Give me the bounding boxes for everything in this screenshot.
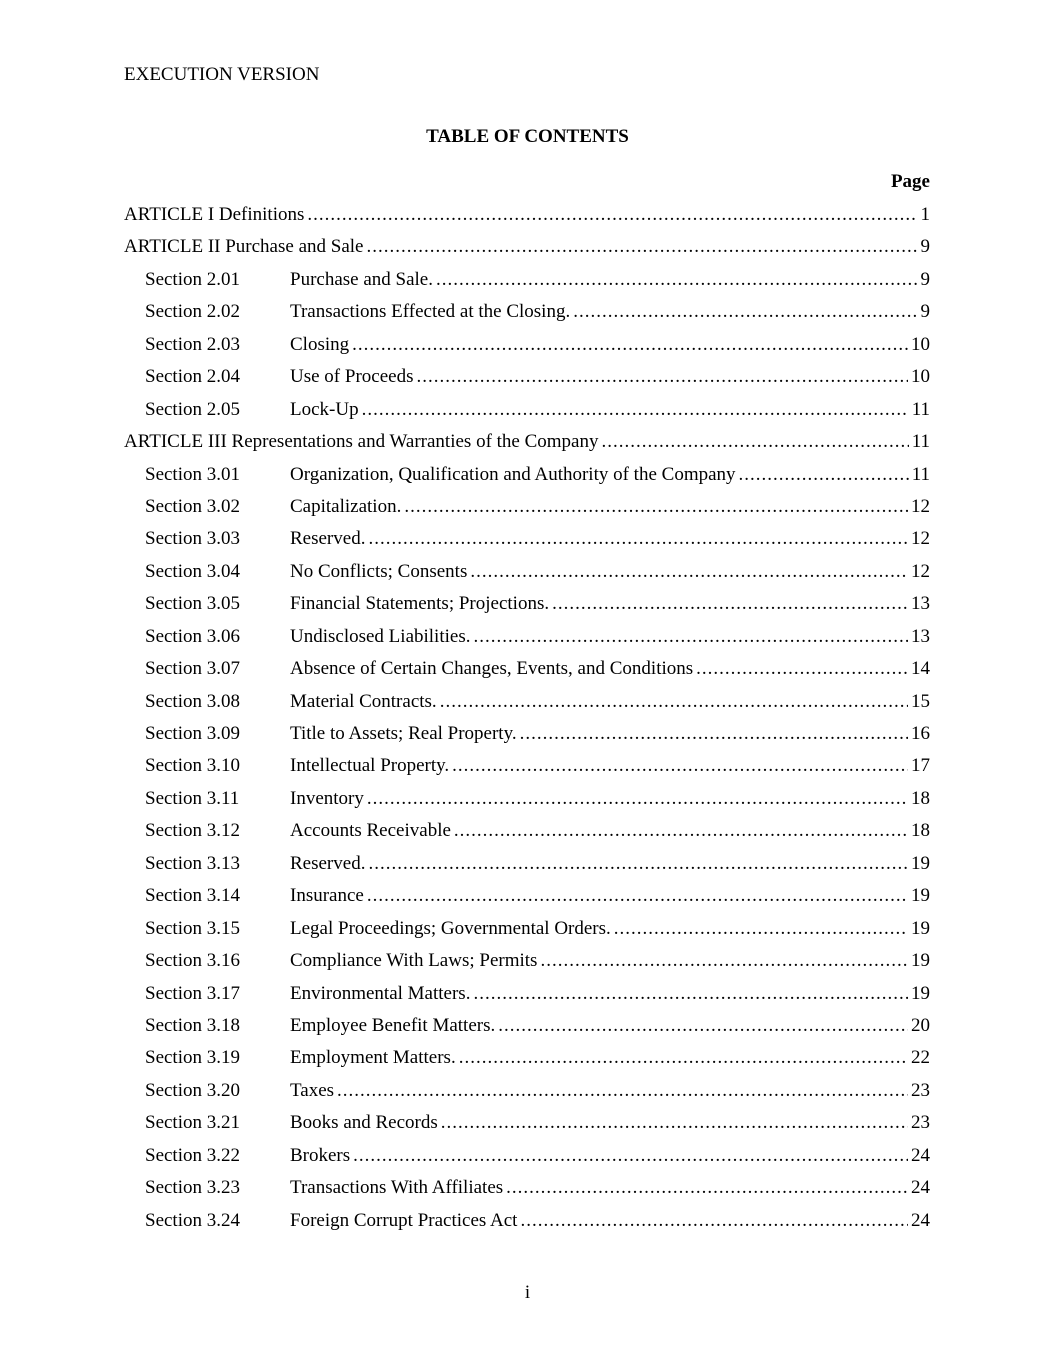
page-column-label: Page [890,171,930,192]
toc-dot-leader [404,493,908,521]
toc-entry-title: Absence of Certain Changes, Events, and Conditions [290,658,694,680]
toc-dot-leader [307,201,917,229]
toc-entry-title: ARTICLE II Purchase and Sale [124,236,364,258]
toc-section-number: Section 3.01 [145,463,240,485]
toc-page-number: 23 [911,1112,930,1134]
toc-page-number: 19 [911,852,930,874]
toc-page-number: 12 [911,495,930,517]
toc-section-number: Section 2.04 [145,366,240,388]
toc-dot-leader [367,785,908,813]
toc-section-number: Section 3.03 [145,528,240,550]
toc-section-entry[interactable] [124,980,930,1012]
toc-entry-title: Undisclosed Liabilities. [290,625,471,647]
toc-page-number: 18 [911,787,930,809]
toc-section-number: Section 3.18 [145,1014,240,1036]
toc-dot-leader [473,980,908,1008]
toc-page-number: 19 [911,950,930,972]
toc-section-entry[interactable] [124,363,930,395]
toc-section-entry[interactable] [124,1207,930,1239]
toc-dot-leader [440,688,908,716]
toc-dot-leader [368,525,908,553]
toc-section-entry[interactable] [124,461,930,493]
toc-dot-leader [452,752,908,780]
toc-section-number: Section 3.23 [145,1177,240,1199]
toc-section-number: Section 2.05 [145,398,240,420]
toc-entry-title: Brokers [290,1144,351,1166]
toc-article-entry[interactable] [124,428,930,460]
toc-section-entry[interactable] [124,720,930,752]
toc-section-entry[interactable] [124,396,930,428]
toc-section-entry[interactable] [124,525,930,557]
toc-dot-leader [498,1012,908,1040]
toc-section-entry[interactable] [124,266,930,298]
toc-section-number: Section 3.09 [145,723,240,744]
toc-section-number: Section 3.10 [145,755,240,777]
toc-section-entry[interactable] [124,331,930,363]
toc-section-number: Section 3.14 [145,885,240,907]
toc-section-number: Section 3.21 [145,1112,240,1134]
toc-page-number: 16 [911,723,930,744]
toc-dot-leader [366,233,917,261]
toc-page-number: 24 [911,1177,930,1199]
toc-entry-title: Accounts Receivable [290,820,451,842]
toc-entry-title: Lock-Up [290,398,359,420]
document-header-label: EXECUTION VERSION [124,64,320,85]
toc-section-number: Section 3.16 [145,950,240,972]
toc-entry-title: Inventory [290,787,364,809]
toc-page-number: 9 [920,268,930,290]
toc-section-number: Section 2.03 [145,333,240,355]
toc-dot-leader [362,396,909,424]
toc-page-number: 9 [920,236,930,258]
toc-entry-title: Use of Proceeds [290,366,414,388]
toc-entry-title: Purchase and Sale. [290,268,433,290]
toc-dot-leader [454,817,908,845]
toc-entry-title: Organization, Qualification and Authority of the Company [290,463,736,485]
toc-dot-leader [459,1044,908,1072]
toc-section-number: Section 3.12 [145,820,240,842]
toc-entry-title: Closing [290,333,350,355]
toc-section-entry[interactable] [124,590,930,622]
toc-section-number: Section 3.05 [145,593,240,615]
toc-section-number: Section 3.13 [145,852,240,874]
toc-section-number: Section 3.20 [145,1079,240,1101]
toc-entry-title: Capitalization. [290,495,402,517]
toc-page-number: 11 [911,431,930,453]
toc-dot-leader [573,298,917,326]
toc-dot-leader [520,1207,908,1235]
toc-entry-title: Insurance [290,885,364,907]
toc-dot-leader [352,331,908,359]
toc-section-number: Section 3.24 [145,1209,240,1231]
toc-page-number: 1 [920,204,930,225]
toc-section-entry[interactable] [124,493,930,525]
toc-page-number: 18 [911,820,930,842]
toc-section-number: Section 3.06 [145,625,240,647]
toc-dot-leader [552,590,908,618]
toc-section-entry[interactable] [124,785,930,817]
toc-entry-title: ARTICLE III Representations and Warranties of the Company [124,431,599,453]
toc-section-entry[interactable] [124,947,930,979]
toc-page-number: 19 [911,885,930,907]
toc-entry-title: Reserved. [290,528,366,550]
toc-page-number: 15 [911,690,930,712]
toc-page-number: 13 [911,593,930,615]
toc-entry-title: Books and Records [290,1112,438,1134]
toc-section-entry[interactable] [124,1174,930,1206]
toc-entry-title: Employee Benefit Matters. [290,1014,496,1036]
toc-title: TABLE OF CONTENTS [426,126,629,147]
toc-dot-leader [441,1109,908,1137]
toc-page-number: 24 [911,1209,930,1231]
toc-page-number: 13 [911,625,930,647]
toc-page-number: 10 [911,366,930,388]
toc-page-number: 20 [911,1014,930,1036]
toc-dot-leader [506,1174,908,1202]
toc-page-number: 10 [911,333,930,355]
toc-section-entry[interactable] [124,882,930,914]
toc-page-number: 11 [911,398,930,420]
toc-dot-leader [470,558,908,586]
toc-page-number: 11 [911,463,930,485]
toc-dot-leader [337,1077,908,1105]
toc-article-entry[interactable] [124,233,930,265]
toc-page-number: 17 [911,755,930,777]
toc-entry-title: Environmental Matters. [290,982,471,1004]
toc-dot-leader [696,655,908,683]
toc-article-entry[interactable] [124,201,930,233]
footer-page-number: i [524,1282,531,1303]
toc-section-entry[interactable] [124,1012,930,1044]
toc-page-number: 12 [911,560,930,582]
toc-section-entry[interactable] [124,298,930,330]
toc-entry-title: Intellectual Property. [290,755,450,777]
toc-section-entry[interactable] [124,655,930,687]
toc-dot-leader [739,461,909,489]
toc-entry-title: Employment Matters. [290,1047,456,1069]
toc-entry-title: Title to Assets; Real Property. [290,723,517,744]
toc-dot-leader [614,915,908,943]
toc-entry-title: Legal Proceedings; Governmental Orders. [290,917,611,939]
toc-section-entry[interactable] [124,817,930,849]
toc-section-entry[interactable] [124,752,930,784]
toc-page-number: 19 [911,982,930,1004]
toc-section-entry[interactable] [124,688,930,720]
toc-section-number: Section 2.01 [145,268,240,290]
toc-section-number: Section 2.02 [145,301,240,323]
toc-section-number: Section 3.08 [145,690,240,712]
toc-section-number: Section 3.17 [145,982,240,1004]
toc-entry-title: Foreign Corrupt Practices Act [290,1209,518,1231]
toc-page-number: 23 [911,1079,930,1101]
toc-section-number: Section 3.15 [145,917,240,939]
toc-dot-leader [353,1142,908,1170]
toc-dot-leader [436,266,918,294]
toc-section-entry[interactable] [124,915,930,947]
toc-entry-title: Financial Statements; Projections. [290,593,550,615]
toc-dot-leader [540,947,908,975]
toc-page-number: 9 [920,301,930,323]
toc-section-number: Section 3.04 [145,560,240,582]
toc-entry-title: ARTICLE I Definitions [124,204,305,225]
toc-dot-leader [602,428,909,456]
toc-entry-title: Transactions With Affiliates [290,1177,504,1199]
toc-entry-title: Material Contracts. [290,690,437,712]
toc-dot-leader [368,850,908,878]
toc-dot-leader [416,363,908,391]
toc-section-number: Section 3.02 [145,495,240,517]
toc-section-number: Section 3.11 [145,787,240,809]
toc-entry-title: Transactions Effected at the Closing. [290,301,571,323]
toc-entry-title: No Conflicts; Consents [290,560,468,582]
toc-section-entry[interactable] [124,1109,930,1141]
toc-page-number: 22 [911,1047,930,1069]
toc-section-entry[interactable] [124,850,930,882]
toc-section-entry[interactable] [124,1044,930,1076]
toc-entry-title: Compliance With Laws; Permits [290,950,538,972]
toc-page-number: 14 [911,658,930,680]
toc-section-entry[interactable] [124,1142,930,1174]
toc-dot-leader [367,882,908,910]
toc-section-number: Section 3.19 [145,1047,240,1069]
toc-section-number: Section 3.22 [145,1144,240,1166]
toc-section-entry[interactable] [124,623,930,655]
toc-entry-title: Reserved. [290,852,366,874]
toc-section-number: Section 3.07 [145,658,240,680]
toc-dot-leader [520,720,908,748]
toc-page-number: 24 [911,1144,930,1166]
toc-section-entry[interactable] [124,558,930,590]
toc-section-entry[interactable] [124,1077,930,1109]
toc-page-number: 12 [911,528,930,550]
toc-entry-title: Taxes [290,1079,335,1101]
toc-list [124,201,930,1239]
toc-dot-leader [473,623,908,651]
toc-page-number: 19 [911,917,930,939]
